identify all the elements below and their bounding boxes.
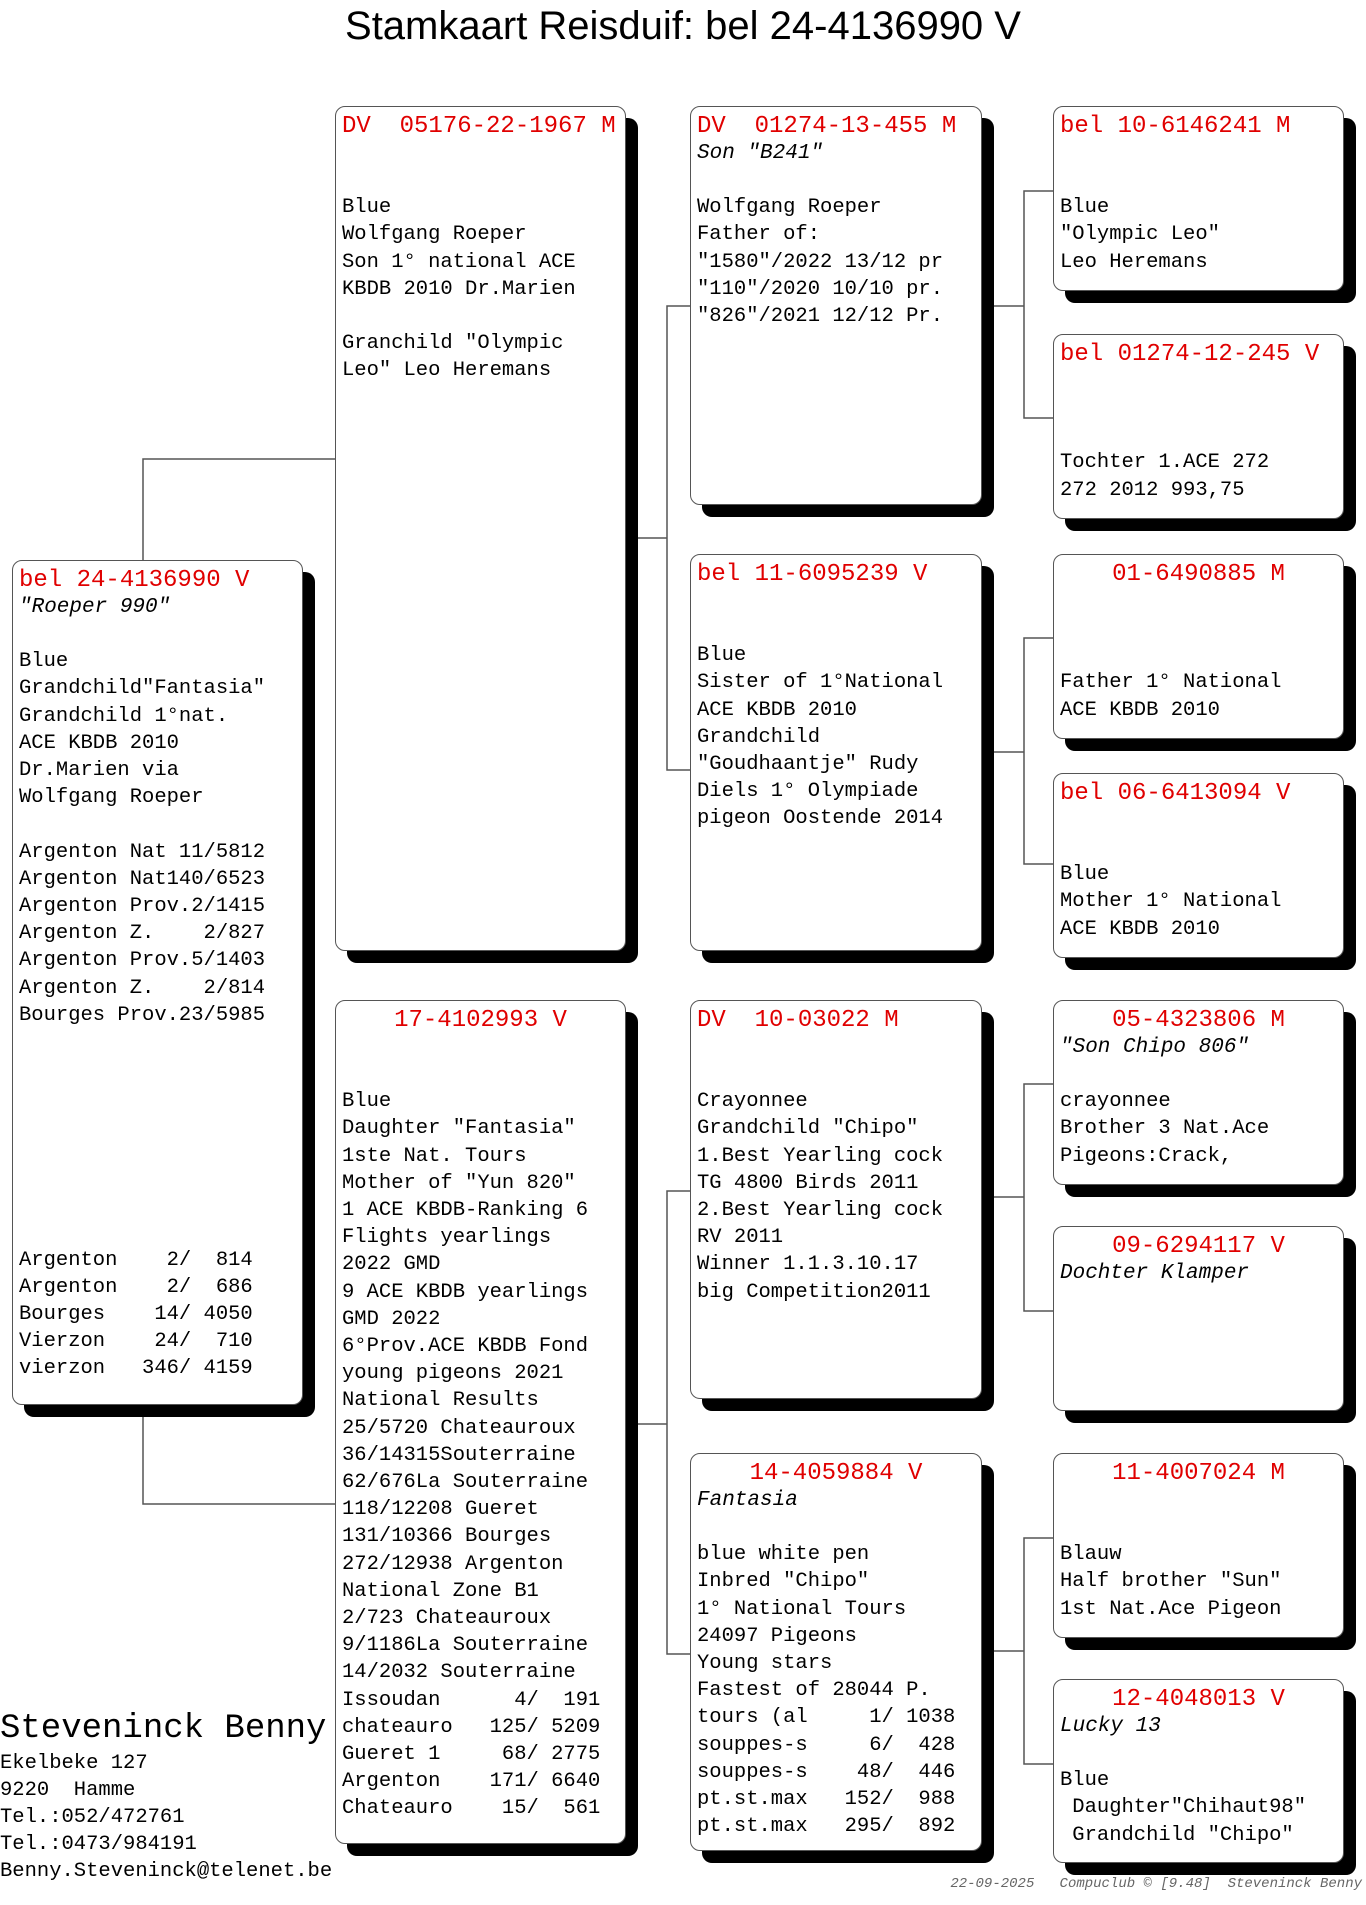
breeder-phone: Tel.:052/472761 [0,1806,185,1829]
pigeon-name [1060,368,1337,395]
pigeon-card-grandsire-paternal[interactable] [690,106,982,505]
info-line: ACE KBDB 2010 [697,698,857,722]
info-line: tours (al 1/ 1038 [697,1706,956,1730]
info-line: TG 4800 Birds 2011 [697,1171,919,1195]
pigeon-card-grandsire-maternal[interactable] [690,1000,982,1399]
pigeon-card-gen3-5[interactable] [1053,1000,1344,1185]
info-line: 272 2012 993,75 [1060,478,1245,502]
pigeon-name [1060,807,1337,834]
info-line: Blue [697,644,747,668]
info-line: Brother 3 Nat.Ace [1060,1117,1270,1141]
pigeon-name [697,1034,975,1061]
info-line: Issoudan 4/ 191 [342,1688,601,1712]
info-line [1060,422,1337,449]
page-title: Stamkaart Reisduif: bel 24-4136990 V [345,4,1021,48]
info-line: Mother of "Yun 820" [342,1171,576,1195]
info-line: Inbred "Chipo" [697,1570,870,1594]
info-line: KBDB 2010 Dr.Marien [342,277,576,301]
info-line: 131/10366 Bourges [342,1525,552,1549]
pigeon-card-dam[interactable] [335,1000,626,1844]
breeder-email: Benny.Steveninck@telenet.be [0,1860,333,1883]
ring-number: DV 05176-22-1967 M [342,113,616,140]
info-line: 1° National Tours [697,1597,907,1621]
ring-number: 01-6490885 M [1112,561,1285,588]
info-line: chateauro 125/ 5209 [342,1715,601,1739]
info-line: Argenton Z. 2/827 [19,922,266,946]
ring-number: 05-4323806 M [1112,1007,1285,1034]
info-line: Bourges Prov.23/5985 [19,1003,266,1027]
info-line: big Competition2011 [697,1280,931,1304]
info-line: Grandchild [697,725,821,749]
info-line [19,811,296,838]
info-line: 2022 GMD [342,1253,441,1277]
info-line: Blue [19,650,69,674]
info-line [1060,395,1337,422]
breeder-name: Steveninck Benny [0,1710,327,1748]
info-line: Dr.Marien via [19,759,179,782]
pigeon-name [342,1034,619,1061]
info-line: 9 ACE KBDB yearlings [342,1280,589,1304]
info-line [1060,615,1337,642]
info-line: Son 1° national ACE [342,250,576,274]
info-line [697,1061,975,1088]
info-line: 2.Best Yearling cock [697,1199,944,1222]
info-line: pigeon Oostende 2014 [697,807,944,831]
info-line: 1 ACE KBDB-Ranking 6 [342,1199,589,1222]
pigeon-name: "Son Chipo 806" [1060,1036,1250,1059]
info-line: Gueret 1 68/ 2775 [342,1743,601,1767]
pigeon-card-gen3-8[interactable] [1053,1679,1344,1863]
info-line: ACE KBDB 2010 [1060,698,1220,722]
connector-gen2-4 [994,1538,1053,1764]
pigeon-name [1060,1487,1337,1514]
info-line: Grandchild "Chipo" [697,1117,919,1141]
info-line: "826"/2021 12/12 Pr. [697,305,944,328]
info-line: 2/723 Chateauroux [342,1607,552,1631]
ring-number: bel 06-6413094 V [1060,780,1291,807]
info-line: pt.st.max 295/ 892 [697,1815,956,1839]
ring-number: bel 10-6146241 M [1060,113,1291,140]
info-line: Diels 1° Olympiade [697,780,919,804]
info-line [697,167,975,194]
pigeon-card-gen3-1[interactable] [1053,106,1344,291]
info-line: Fastest of 28044 P. [697,1679,931,1703]
info-line: Winner 1.1.3.10.17 [697,1253,919,1277]
pigeon-name [697,588,975,615]
pigeon-name [342,140,619,167]
info-line: 118/12208 Gueret [342,1498,539,1522]
connector-dam-parents [638,1191,690,1654]
info-line: Blauw [1060,1543,1122,1567]
info-line [19,1165,296,1192]
breeder-info [0,1708,332,1885]
info-line: Argenton Nat 11/5812 [19,840,266,864]
pigeon-card-subject[interactable] [12,560,303,1405]
connector-sire-parents [638,306,690,770]
ring-number: 09-6294117 V [1112,1233,1285,1260]
info-line: vierzon 346/ 4159 [19,1357,253,1381]
pigeon-name: Dochter Klamper [1060,1262,1250,1285]
pigeon-name [1060,140,1337,167]
pigeon-card-gen3-6[interactable] [1053,1226,1344,1411]
footer-credits: 22-09-2025 Compuclub © [9.48] Steveninck Benny [950,1876,1362,1892]
info-line [1060,834,1337,861]
info-line: Grandchild 1°nat. [19,704,229,728]
info-line: 1st Nat.Ace Pigeon [1060,1597,1282,1621]
ring-number: bel 01274-12-245 V [1060,341,1320,368]
info-line [19,1029,296,1056]
info-line [342,1061,619,1088]
info-line: National Zone B1 [342,1579,539,1603]
info-line: Father of: [697,223,821,247]
pigeon-card-sire[interactable] [335,106,626,951]
info-line: pt.st.max 152/ 988 [697,1788,956,1812]
info-line: "110"/2020 10/10 pr. [697,277,944,301]
info-line: Half brother "Sun" [1060,1570,1282,1594]
info-line: Wolfgang Roeper [342,223,527,247]
info-line: 1.Best Yearling cock [697,1144,944,1168]
connector-gen2-1 [994,191,1053,418]
info-line: Young stars [697,1652,833,1675]
info-line: souppes-s 6/ 428 [697,1733,956,1757]
info-line [19,1219,296,1246]
pigeon-name [1060,588,1337,615]
connector-subject-dam [143,1417,335,1504]
info-line: Sister of 1°National [697,671,944,695]
info-line: Flights yearlings [342,1226,552,1250]
info-line: Argenton Prov.2/1415 [19,895,266,918]
ring-number: bel 11-6095239 V [697,561,928,588]
info-line: Chateauro 15/ 561 [342,1797,601,1821]
info-line [697,1514,975,1541]
info-line: Wolfgang Roeper [697,196,882,220]
connector-subject-sire [143,459,335,560]
info-line: Daughter"Chihaut98" [1060,1796,1307,1820]
breeder-city: 9220 Hamme [0,1779,136,1802]
info-line [19,1056,296,1083]
info-line [1060,1740,1337,1767]
info-line: Crayonnee [697,1090,808,1114]
info-line: "Olympic Leo" [1060,223,1220,247]
breeder-address: Ekelbeke 127 [0,1752,148,1775]
info-line: Wolfgang Roeper [19,786,204,810]
info-line: Argenton 2/ 686 [19,1275,253,1299]
info-line: young pigeons 2021 [342,1362,564,1386]
info-line [1060,1061,1337,1088]
ring-number: DV 01274-13-455 M [697,113,957,140]
info-line: GMD 2022 [342,1307,441,1331]
info-line: Grandchild"Fantasia" [19,677,266,701]
pigeon-name: "Roeper 990" [19,596,171,619]
info-line: Mother 1° National [1060,890,1282,914]
info-line: blue white pen [697,1543,870,1567]
info-line: Vierzon 24/ 710 [19,1330,253,1354]
pigeon-card-granddam-maternal[interactable] [690,1453,982,1851]
info-line: Blue [1060,863,1110,887]
info-line: 272/12938 Argenton [342,1552,564,1576]
info-line: RV 2011 [697,1226,784,1250]
info-line [1060,642,1337,669]
ring-number: bel 24-4136990 V [19,567,250,594]
info-line: crayonnee [1060,1090,1171,1114]
info-line: 36/14315Souterraine [342,1443,576,1467]
info-line [19,1192,296,1219]
info-line: 9/1186La Souterraine [342,1634,589,1658]
info-line [1060,1514,1337,1541]
info-line [19,621,296,648]
pigeon-card-granddam-paternal[interactable] [690,554,982,951]
pigeon-card-gen3-3[interactable] [1053,554,1344,739]
pigeon-card-gen3-2[interactable] [1053,334,1344,519]
pigeon-card-gen3-7[interactable] [1053,1453,1344,1638]
info-line: Grandchild "Chipo" [1060,1823,1294,1847]
info-line: Bourges 14/ 4050 [19,1302,253,1326]
info-line: souppes-s 48/ 446 [697,1760,956,1784]
info-line: Blue [1060,1769,1110,1793]
info-line: Father 1° National [1060,671,1282,695]
info-line: ACE KBDB 2010 [1060,917,1220,941]
info-line: 14/2032 Souterraine [342,1661,576,1685]
info-line: "Goudhaantje" Rudy [697,753,919,776]
info-line: Argenton 2/ 814 [19,1248,253,1272]
connector-gen2-3 [994,1084,1053,1311]
info-line: Granchild "Olympic [342,332,564,356]
info-line [19,1083,296,1110]
info-line [342,167,619,194]
info-line: Daughter "Fantasia" [342,1117,576,1141]
ring-number: DV 10-03022 M [697,1007,899,1034]
ring-number: 14-4059884 V [749,1460,923,1487]
pigeon-card-gen3-4[interactable] [1053,773,1344,958]
info-line: Blue [342,1090,392,1114]
info-line: "1580"/2022 13/12 pr [697,250,944,274]
info-line: Pigeons:Crack, [1060,1144,1233,1168]
info-line [19,1111,296,1138]
info-line [19,1138,296,1165]
info-line: 62/676La Souterraine [342,1471,589,1495]
info-line: 24097 Pigeons [697,1624,857,1648]
info-line: Leo" Leo Heremans [342,359,552,383]
info-line [342,303,619,330]
info-line: 6°Prov.ACE KBDB Fond [342,1335,589,1359]
ring-number: 12-4048013 V [1112,1686,1285,1713]
pigeon-name: Fantasia [697,1489,798,1512]
info-line: National Results [342,1389,539,1413]
info-line: ACE KBDB 2010 [19,731,179,755]
info-line [1060,167,1337,194]
connector-gen2-2 [994,638,1053,864]
info-line [697,615,975,642]
breeder-mobile: Tel.:0473/984191 [0,1833,197,1856]
info-line: Blue [342,196,392,220]
info-line: 25/5720 Chateauroux [342,1416,576,1440]
pigeon-name: Lucky 13 [1060,1715,1161,1738]
info-line: Argenton 171/ 6640 [342,1770,601,1794]
info-line: Argenton Nat140/6523 [19,867,266,891]
info-line: 1ste Nat. Tours [342,1144,527,1168]
info-line: Argenton Z. 2/814 [19,976,266,1000]
pigeon-name: Son "B241" [697,142,824,165]
info-line: Tochter 1.ACE 272 [1060,451,1270,475]
ring-number: 17-4102993 V [394,1007,567,1034]
info-line: Argenton Prov.5/1403 [19,949,266,973]
ring-number: 11-4007024 M [1112,1460,1285,1487]
info-line: Leo Heremans [1060,250,1208,274]
info-line: Blue [1060,196,1110,220]
